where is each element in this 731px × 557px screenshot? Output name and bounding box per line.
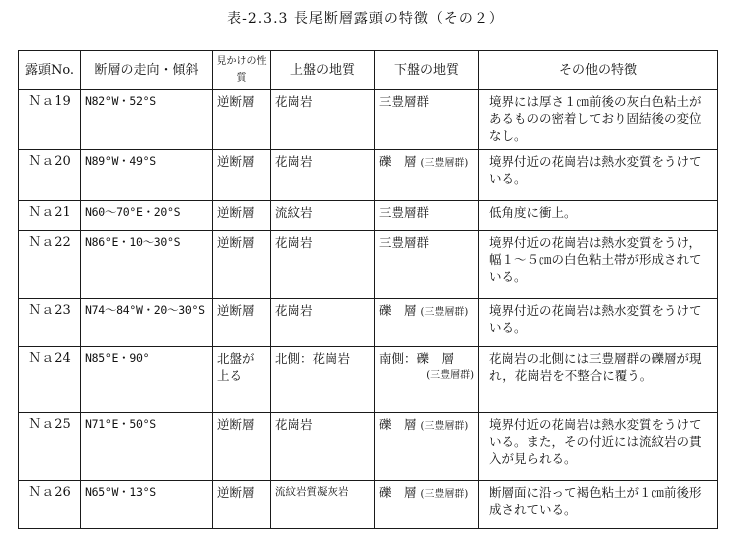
footwall	[375, 299, 479, 347]
header-outcrop-no: 露頭No.	[19, 51, 81, 90]
table-title: 表-2.3.3 長尾断層露頭の特徴（その２）	[227, 11, 504, 27]
footwall	[375, 347, 479, 413]
table-row	[19, 299, 718, 347]
outcrop-no: Ｎａ26	[19, 481, 81, 529]
outcrop-no: Ｎａ24	[19, 347, 81, 413]
table-row	[19, 150, 718, 201]
strike-dip: N85°E・90°	[81, 347, 213, 413]
fault-type: 逆断層	[213, 413, 271, 481]
notes: 境界付近の花崗岩は熱水変質をうけている。	[479, 150, 718, 201]
strike-dip: N82°W・52°S	[81, 90, 213, 150]
strike-dip: N74～84°W・20～30°S	[81, 299, 213, 347]
fault-type: 逆断層	[213, 90, 271, 150]
footwall	[375, 201, 479, 231]
outcrop-no: Ｎａ19	[19, 90, 81, 150]
footwall	[375, 481, 479, 529]
outcrop-no: Ｎａ25	[19, 413, 81, 481]
footwall-rock: 三豊層群	[379, 205, 430, 220]
fault-type: 逆断層	[213, 201, 271, 231]
outcrop-no: Ｎａ21	[19, 201, 81, 231]
header-row	[19, 51, 718, 90]
table-row	[19, 413, 718, 481]
notes: 境界には厚さ１㎝前後の灰白色粘土があるものの密着しており固結後の変位なし。	[479, 90, 718, 150]
notes: 境界付近の花崗岩は熱水変質をうけている。また，その付近には流紋岩の貫入が見られる。	[479, 413, 718, 481]
fault-type: 逆断層	[213, 150, 271, 201]
footwall-group: (三豊層群)	[420, 307, 469, 318]
notes: 花崗岩の北側には三豊層群の礫層が現れ，花崗岩を不整合に覆う。	[479, 347, 718, 413]
table-row	[19, 90, 718, 150]
hanging-wall: 花崗岩	[271, 90, 375, 150]
header-fault-type: 見かけの性質	[213, 51, 271, 90]
header-footwall: 下盤の地質	[375, 51, 479, 90]
fault-outcrop-table	[18, 50, 718, 529]
hanging-wall: 花崗岩	[271, 150, 375, 201]
table-row	[19, 231, 718, 299]
fault-type: 逆断層	[213, 481, 271, 529]
footwall-rock: 礫 層	[379, 485, 417, 500]
fault-type: 逆断層	[213, 299, 271, 347]
footwall-rock: 南側：礫 層	[379, 351, 455, 366]
header-notes: その他の特徴	[479, 51, 718, 90]
hanging-wall: 花崗岩	[271, 413, 375, 481]
strike-dip: N71°E・50°S	[81, 413, 213, 481]
footwall-rock: 礫 層	[379, 154, 417, 169]
notes: 境界付近の花崗岩は熱水変質をうけている。	[479, 299, 718, 347]
fault-type: 逆断層	[213, 231, 271, 299]
notes: 境界付近の花崗岩は熱水変質をうけ，幅１～５㎝の白色粘土帯が形成されている。	[479, 231, 718, 299]
fault-type: 北盤が上る	[213, 347, 271, 413]
hanging-wall: 流紋岩	[271, 201, 375, 231]
footwall	[375, 413, 479, 481]
outcrop-no: Ｎａ20	[19, 150, 81, 201]
strike-dip: N60～70°E・20°S	[81, 201, 213, 231]
table-row	[19, 481, 718, 529]
footwall-group: (三豊層群)	[420, 158, 469, 169]
strike-dip: N86°E・10～30°S	[81, 231, 213, 299]
outcrop-no: Ｎａ23	[19, 299, 81, 347]
table-row	[19, 347, 718, 413]
hanging-wall: 北側：花崗岩	[271, 347, 375, 413]
footwall-rock: 礫 層	[379, 303, 417, 318]
footwall-rock: 三豊層群	[379, 235, 430, 250]
footwall-group: (三豊層群)	[420, 489, 469, 500]
footwall	[375, 150, 479, 201]
hanging-wall: 花崗岩	[271, 231, 375, 299]
notes: 低角度に衝上。	[479, 201, 718, 231]
footwall-rock: 三豊層群	[379, 94, 430, 109]
header-strike-dip: 断層の走向・傾斜	[81, 51, 213, 90]
hanging-wall: 流紋岩質凝灰岩	[271, 481, 375, 529]
footwall	[375, 90, 479, 150]
strike-dip: N65°W・13°S	[81, 481, 213, 529]
footwall-group: (三豊層群)	[420, 421, 469, 432]
footwall-group: (三豊層群)	[426, 370, 474, 381]
footwall-rock: 礫 層	[379, 417, 417, 432]
header-hanging-wall: 上盤の地質	[271, 51, 375, 90]
footwall	[375, 231, 479, 299]
table-row	[19, 201, 718, 231]
notes: 断層面に沿って褐色粘土が１㎝前後形成されている。	[479, 481, 718, 529]
outcrop-no: Ｎａ22	[19, 231, 81, 299]
hanging-wall: 花崗岩	[271, 299, 375, 347]
strike-dip: N89°W・49°S	[81, 150, 213, 201]
